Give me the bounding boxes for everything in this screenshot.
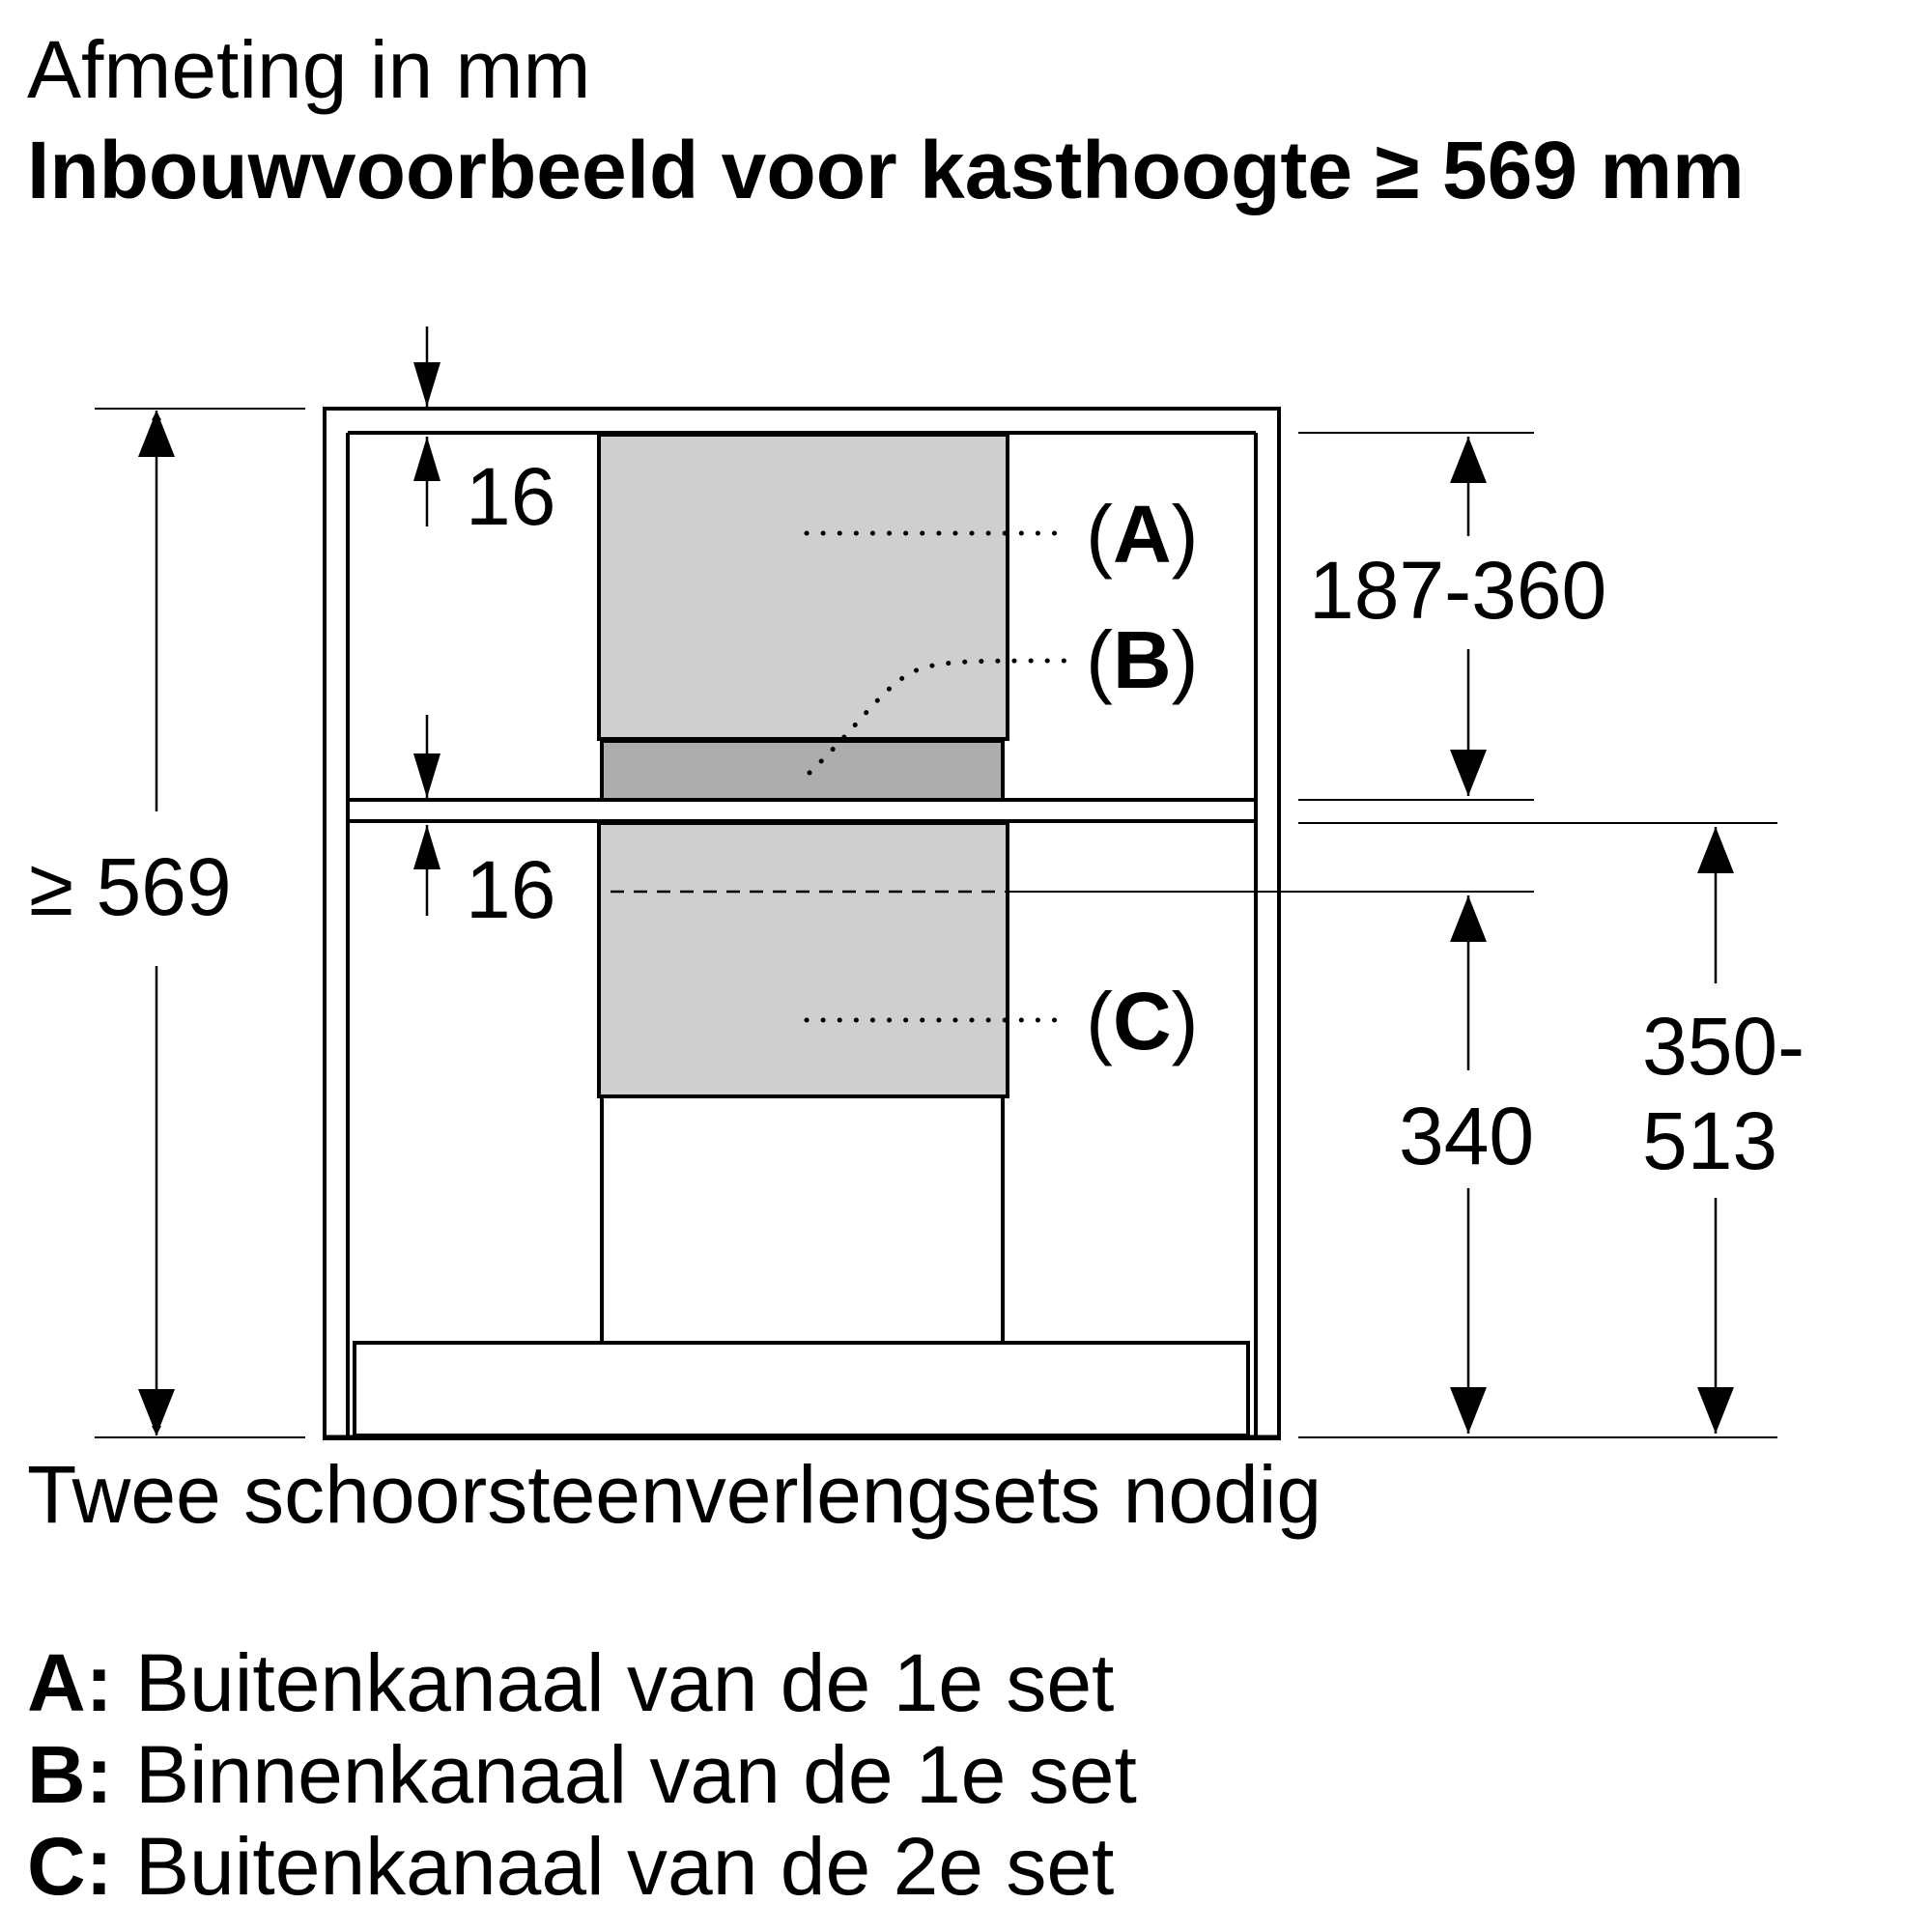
dim-shelf-panel-label: 16 [466,844,556,935]
legend-text: Buitenkanaal van de 2e set [134,1821,1115,1912]
duct-a [599,435,1008,739]
callout-b-label: (B) [1086,614,1199,705]
shelf [348,800,1256,821]
arrowhead-total-bottom [138,1389,175,1435]
legend-key: B: [27,1729,113,1820]
page-title: Inbouwvoorbeeld voor kasthoogte ≥ 569 mm [27,125,1745,215]
arrowhead-top-up [413,437,440,481]
legend-text: Binnenkanaal van de 1e set [134,1729,1137,1820]
arrowhead-lower-range-top [1697,827,1734,873]
legend-item-c [27,1821,1115,1912]
duct-b [602,741,1003,800]
arrowhead-shelf-up [413,825,440,869]
hood-base [355,1343,1248,1435]
arrowhead-shelf-down [413,753,440,798]
arrowhead-lower-range-bottom [1697,1387,1734,1434]
legend-item-b [27,1729,1137,1820]
subtitle: Afmeting in mm [27,24,591,115]
legend-item-a [27,1637,1115,1728]
dim-top-panel-label: 16 [466,451,556,542]
arrowhead-top-down [413,362,440,407]
callout-c-label: (C) [1086,976,1199,1066]
dim-lower-range-label-line2: 513 [1642,1095,1778,1186]
dim-total-label: ≥ 569 [29,841,232,932]
callout-a-label: (A) [1086,489,1199,580]
legend-text: Buitenkanaal van de 1e set [134,1637,1115,1728]
legend-key: C: [27,1821,113,1912]
dim-lower-range-label-line1: 350- [1642,1001,1805,1092]
installation-note: Twee schoorsteenverlengsets nodig [27,1449,1322,1540]
arrowhead-upper-top [1450,437,1487,483]
arrowhead-upper-bottom [1450,750,1487,796]
dim-upper-range-label: 187-360 [1309,545,1607,636]
duct-c [599,823,1008,1096]
legend-key: A: [27,1637,113,1728]
arrowhead-lower-fixed-top [1450,895,1487,942]
arrowhead-lower-fixed-bottom [1450,1387,1487,1434]
arrowhead-total-top [138,411,175,457]
dim-lower-fixed-label: 340 [1399,1091,1535,1181]
